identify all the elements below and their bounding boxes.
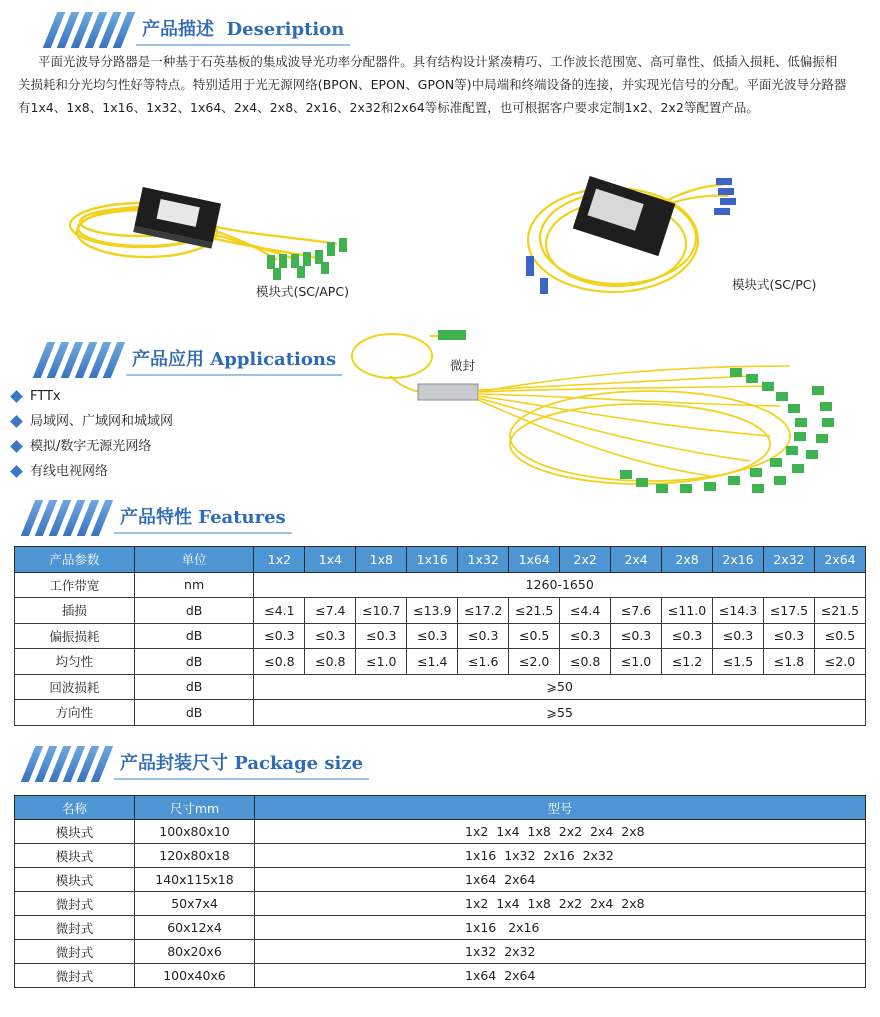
table-header-cell: 2x32 (764, 547, 815, 573)
table-row (15, 598, 866, 624)
table-cell: ≤1.5 (713, 649, 764, 675)
table-row (15, 623, 866, 649)
table-cell: dB (134, 674, 254, 700)
table-cell: ≤0.5 (814, 623, 865, 649)
table-cell: 模块式 (15, 820, 135, 844)
table-cell: 60x12x4 (135, 916, 255, 940)
table-cell: 工作带宽 (15, 572, 135, 598)
diamond-bullet-icon (10, 415, 23, 428)
list-item: FTTx (10, 384, 173, 409)
table-cell: ⩾55 (254, 700, 866, 726)
table-header-row (15, 547, 866, 573)
diamond-bullet-icon (10, 440, 23, 453)
table-cell: ≤21.5 (509, 598, 560, 624)
section-title: 产品特性 Features (114, 502, 292, 534)
table-cell: 140x115x18 (135, 868, 255, 892)
table-row (15, 649, 866, 675)
table-cell: 方向性 (15, 700, 135, 726)
table-cell: ≤17.5 (764, 598, 815, 624)
table-cell: ≤2.0 (509, 649, 560, 675)
table-cell: 1260-1650 (254, 572, 866, 598)
table-row (15, 572, 866, 598)
list-item: 模拟/数字无源光网络 (10, 434, 173, 459)
table-row (15, 916, 866, 940)
table-cell: ≤2.0 (814, 649, 865, 675)
table-header-cell: 2x4 (611, 547, 662, 573)
table-cell: ≤0.3 (356, 623, 407, 649)
table-cell: 模块式 (15, 844, 135, 868)
table-cell: ≤21.5 (814, 598, 865, 624)
table-cell: ⩾50 (254, 674, 866, 700)
table-cell: ≤0.8 (305, 649, 356, 675)
table-row (15, 964, 866, 988)
table-header-cell: 1x32 (458, 547, 509, 573)
table-cell: ≤0.3 (764, 623, 815, 649)
table-cell: dB (134, 649, 254, 675)
table-cell: 120x80x18 (135, 844, 255, 868)
table-cell: ≤0.8 (560, 649, 611, 675)
section-title: 产品封装尺寸 Package size (114, 748, 369, 780)
table-cell: ≤0.3 (713, 623, 764, 649)
table-cell: dB (134, 598, 254, 624)
table-header-cell: 2x2 (560, 547, 611, 573)
table-cell: ≤0.3 (407, 623, 458, 649)
table-header-cell: 2x64 (814, 547, 865, 573)
table-cell: 100x40x6 (135, 964, 255, 988)
table-cell: ≤10.7 (356, 598, 407, 624)
table-cell: ≤1.4 (407, 649, 458, 675)
table-cell: 插损 (15, 598, 135, 624)
table-cell: 50x7x4 (135, 892, 255, 916)
table-cell: 微封式 (15, 892, 135, 916)
table-header-cell: 名称 (15, 796, 135, 820)
table-cell: ≤0.3 (254, 623, 305, 649)
table-cell: ≤1.2 (662, 649, 713, 675)
table-row (15, 820, 866, 844)
table-cell: ≤1.0 (611, 649, 662, 675)
table-cell: ≤1.6 (458, 649, 509, 675)
stripes-icon (14, 498, 114, 538)
caption-module-apc: 模块式(SC/APC) (256, 284, 349, 299)
section-title: 产品应用 Applications (126, 344, 342, 376)
caption-module-pc: 模块式(SC/PC) (732, 277, 817, 292)
list-item: 有线电视网络 (10, 459, 173, 484)
table-cell: ≤1.0 (356, 649, 407, 675)
table-header-cell: 2x8 (662, 547, 713, 573)
table-cell: 100x80x10 (135, 820, 255, 844)
table-cell: 1x32 2x32 (255, 940, 866, 964)
table-header-cell: 产品参数 (15, 547, 135, 573)
table-cell: nm (134, 572, 254, 598)
table-cell: 1x16 1x32 2x16 2x32 (255, 844, 866, 868)
diamond-bullet-icon (10, 390, 23, 403)
table-row (15, 674, 866, 700)
table-cell: ≤1.8 (764, 649, 815, 675)
table-header-row (15, 796, 866, 820)
stripes-icon (14, 744, 114, 784)
table-cell: ≤0.3 (611, 623, 662, 649)
table-cell: 1x64 2x64 (255, 868, 866, 892)
table-header-cell: 尺寸mm (135, 796, 255, 820)
diamond-bullet-icon (10, 465, 23, 478)
applications-list (10, 384, 173, 484)
table-cell: 微封式 (15, 964, 135, 988)
table-cell: 1x64 2x64 (255, 964, 866, 988)
table-cell: ≤0.8 (254, 649, 305, 675)
table-cell: ≤4.4 (560, 598, 611, 624)
table-header-cell: 单位 (134, 547, 254, 573)
table-cell: dB (134, 700, 254, 726)
table-row (15, 844, 866, 868)
product-image-module-apc (62, 180, 362, 290)
table-header-cell: 1x8 (356, 547, 407, 573)
section-title: 产品描述 Deseription (136, 14, 350, 46)
stripes-icon (26, 340, 126, 380)
table-cell: 80x20x6 (135, 940, 255, 964)
product-image-micro (350, 326, 870, 506)
table-header-cell: 1x2 (254, 547, 305, 573)
table-cell: ≤13.9 (407, 598, 458, 624)
table-cell: 回波损耗 (15, 674, 135, 700)
table-header-cell: 2x16 (713, 547, 764, 573)
table-cell: 微封式 (15, 916, 135, 940)
product-image-module-pc (518, 160, 748, 300)
features-table (14, 546, 866, 726)
table-cell: 微封式 (15, 940, 135, 964)
table-cell: 均匀性 (15, 649, 135, 675)
table-cell: 1x2 1x4 1x8 2x2 2x4 2x8 (255, 820, 866, 844)
table-header-cell: 1x64 (509, 547, 560, 573)
list-item: 局域网、广域网和城域网 (10, 409, 173, 434)
table-cell: ≤11.0 (662, 598, 713, 624)
table-cell: 1x16 2x16 (255, 916, 866, 940)
table-cell: 偏振损耗 (15, 623, 135, 649)
table-cell: dB (134, 623, 254, 649)
table-cell: ≤7.4 (305, 598, 356, 624)
description-paragraph: 平面光波导分路器是一种基于石英基板的集成波导光功率分配器件。具有结构设计紧凑精巧、工作波长范围宽、高可靠性、低插入损耗、低偏振相关损耗和分光均匀性好等特点。特别适用于光无源网络(BPON、EPON、GPON等)中局端和终端设备的连接，并实现光信号的分配。平面光波导分路器有1x4、1x8、1x16、1x32、1x64、2x4、2x8、2x16、2x32和2x64等标准配置，也可根据客户要求定制1x2、2x2等配置产品。 (18, 54, 847, 115)
table-cell: ≤0.3 (305, 623, 356, 649)
table-row (15, 892, 866, 916)
table-row (15, 940, 866, 964)
table-header-cell: 1x4 (305, 547, 356, 573)
stripes-icon (36, 10, 136, 50)
table-header-cell: 型号 (255, 796, 866, 820)
table-cell: ≤14.3 (713, 598, 764, 624)
package-table (14, 795, 866, 988)
table-cell: ≤0.3 (560, 623, 611, 649)
table-row (15, 868, 866, 892)
table-cell: 模块式 (15, 868, 135, 892)
table-cell: ≤17.2 (458, 598, 509, 624)
table-cell: ≤7.6 (611, 598, 662, 624)
caption-micro: 微封 (450, 358, 476, 373)
table-cell: ≤0.5 (509, 623, 560, 649)
table-header-cell: 1x16 (407, 547, 458, 573)
table-cell: ≤0.3 (662, 623, 713, 649)
table-row (15, 700, 866, 726)
table-cell: ≤4.1 (254, 598, 305, 624)
table-cell: 1x2 1x4 1x8 2x2 2x4 2x8 (255, 892, 866, 916)
table-cell: ≤0.3 (458, 623, 509, 649)
